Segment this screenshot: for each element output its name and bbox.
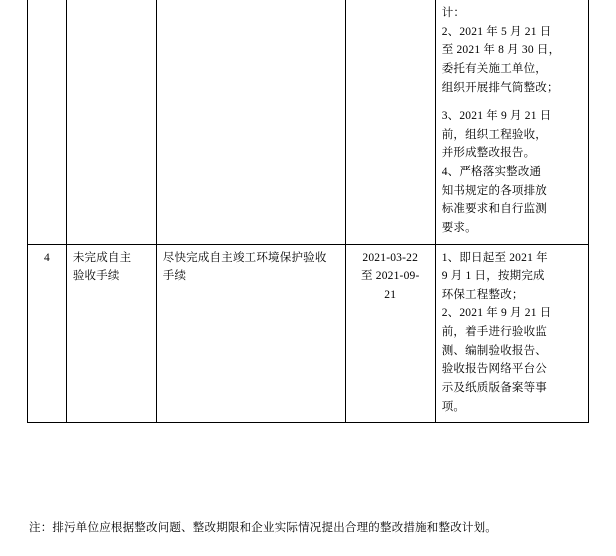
date-line: 至 2021-09- bbox=[360, 270, 420, 283]
date-line: 2021-03-22 bbox=[362, 251, 419, 264]
plan-line: 验收报告网络平台公 bbox=[441, 363, 548, 376]
plan-line: 要求。 bbox=[441, 221, 477, 234]
cell-plan-continued bbox=[435, 0, 588, 244]
plan-line: 前，组织工程验收， bbox=[441, 128, 548, 141]
cell-issue-continued bbox=[66, 0, 156, 244]
cell-measure-continued bbox=[156, 0, 345, 244]
issue-line: 未完成自主 bbox=[72, 251, 132, 264]
cell-index bbox=[28, 244, 67, 423]
plan-line: 至 2021 年 8 月 30 日， bbox=[441, 44, 561, 57]
cell-issue bbox=[66, 244, 156, 423]
plan-line: 标准要求和自行监测 bbox=[441, 203, 548, 216]
plan-line: 组织开展排气筒整改； bbox=[441, 81, 559, 94]
cell-index-continued bbox=[28, 0, 67, 244]
cell-measure bbox=[156, 244, 345, 423]
plan-line: 环保工程整改； bbox=[441, 288, 524, 301]
footnote bbox=[29, 519, 599, 537]
cell-plan bbox=[435, 244, 588, 423]
plan-line: 2、2021 年 9 月 21 日 bbox=[441, 307, 552, 320]
plan-line: 示及纸质版备案等事 bbox=[441, 381, 548, 394]
plan-line: 并形成整改报告。 bbox=[441, 147, 536, 160]
footnote-label: 注： bbox=[29, 522, 53, 534]
plan-line: 1、即日起至 2021 年 bbox=[441, 251, 548, 264]
plan-spacer bbox=[442, 97, 582, 107]
issue-line: 验收手续 bbox=[72, 270, 120, 283]
footnote-text: 排污单位应根据整改问题、整改期限和企业实际情况提出合理的整改措施和整改计划。 bbox=[52, 522, 498, 534]
date-line: 21 bbox=[384, 288, 397, 301]
rectification-table bbox=[27, 0, 589, 423]
cell-index-text: 4 bbox=[43, 251, 50, 264]
plan-line: 前，着手进行验收监 bbox=[441, 326, 548, 338]
plan-line: 项。 bbox=[441, 400, 466, 413]
cell-date-continued bbox=[345, 0, 435, 244]
cell-date bbox=[345, 244, 435, 423]
table-row bbox=[28, 244, 589, 423]
plan-line: 计： bbox=[441, 7, 466, 19]
plan-line: 委托有关施工单位， bbox=[441, 62, 548, 75]
plan-line: 3、2021 年 9 月 21 日 bbox=[441, 110, 552, 123]
plan-line: 2、2021 年 5 月 21 日 bbox=[441, 25, 552, 38]
table-row-continued bbox=[28, 0, 589, 244]
plan-line: 测、编制验收报告、 bbox=[441, 344, 548, 357]
measure-line: 尽快完成自主竣工环境保护验收 bbox=[162, 251, 327, 264]
plan-line: 9 月 1 日，按期完成 bbox=[441, 270, 545, 283]
plan-line: 4、严格落实整改通 bbox=[441, 166, 542, 178]
plan-line: 知书规定的各项排放 bbox=[441, 184, 548, 197]
measure-line: 手续 bbox=[162, 270, 187, 283]
